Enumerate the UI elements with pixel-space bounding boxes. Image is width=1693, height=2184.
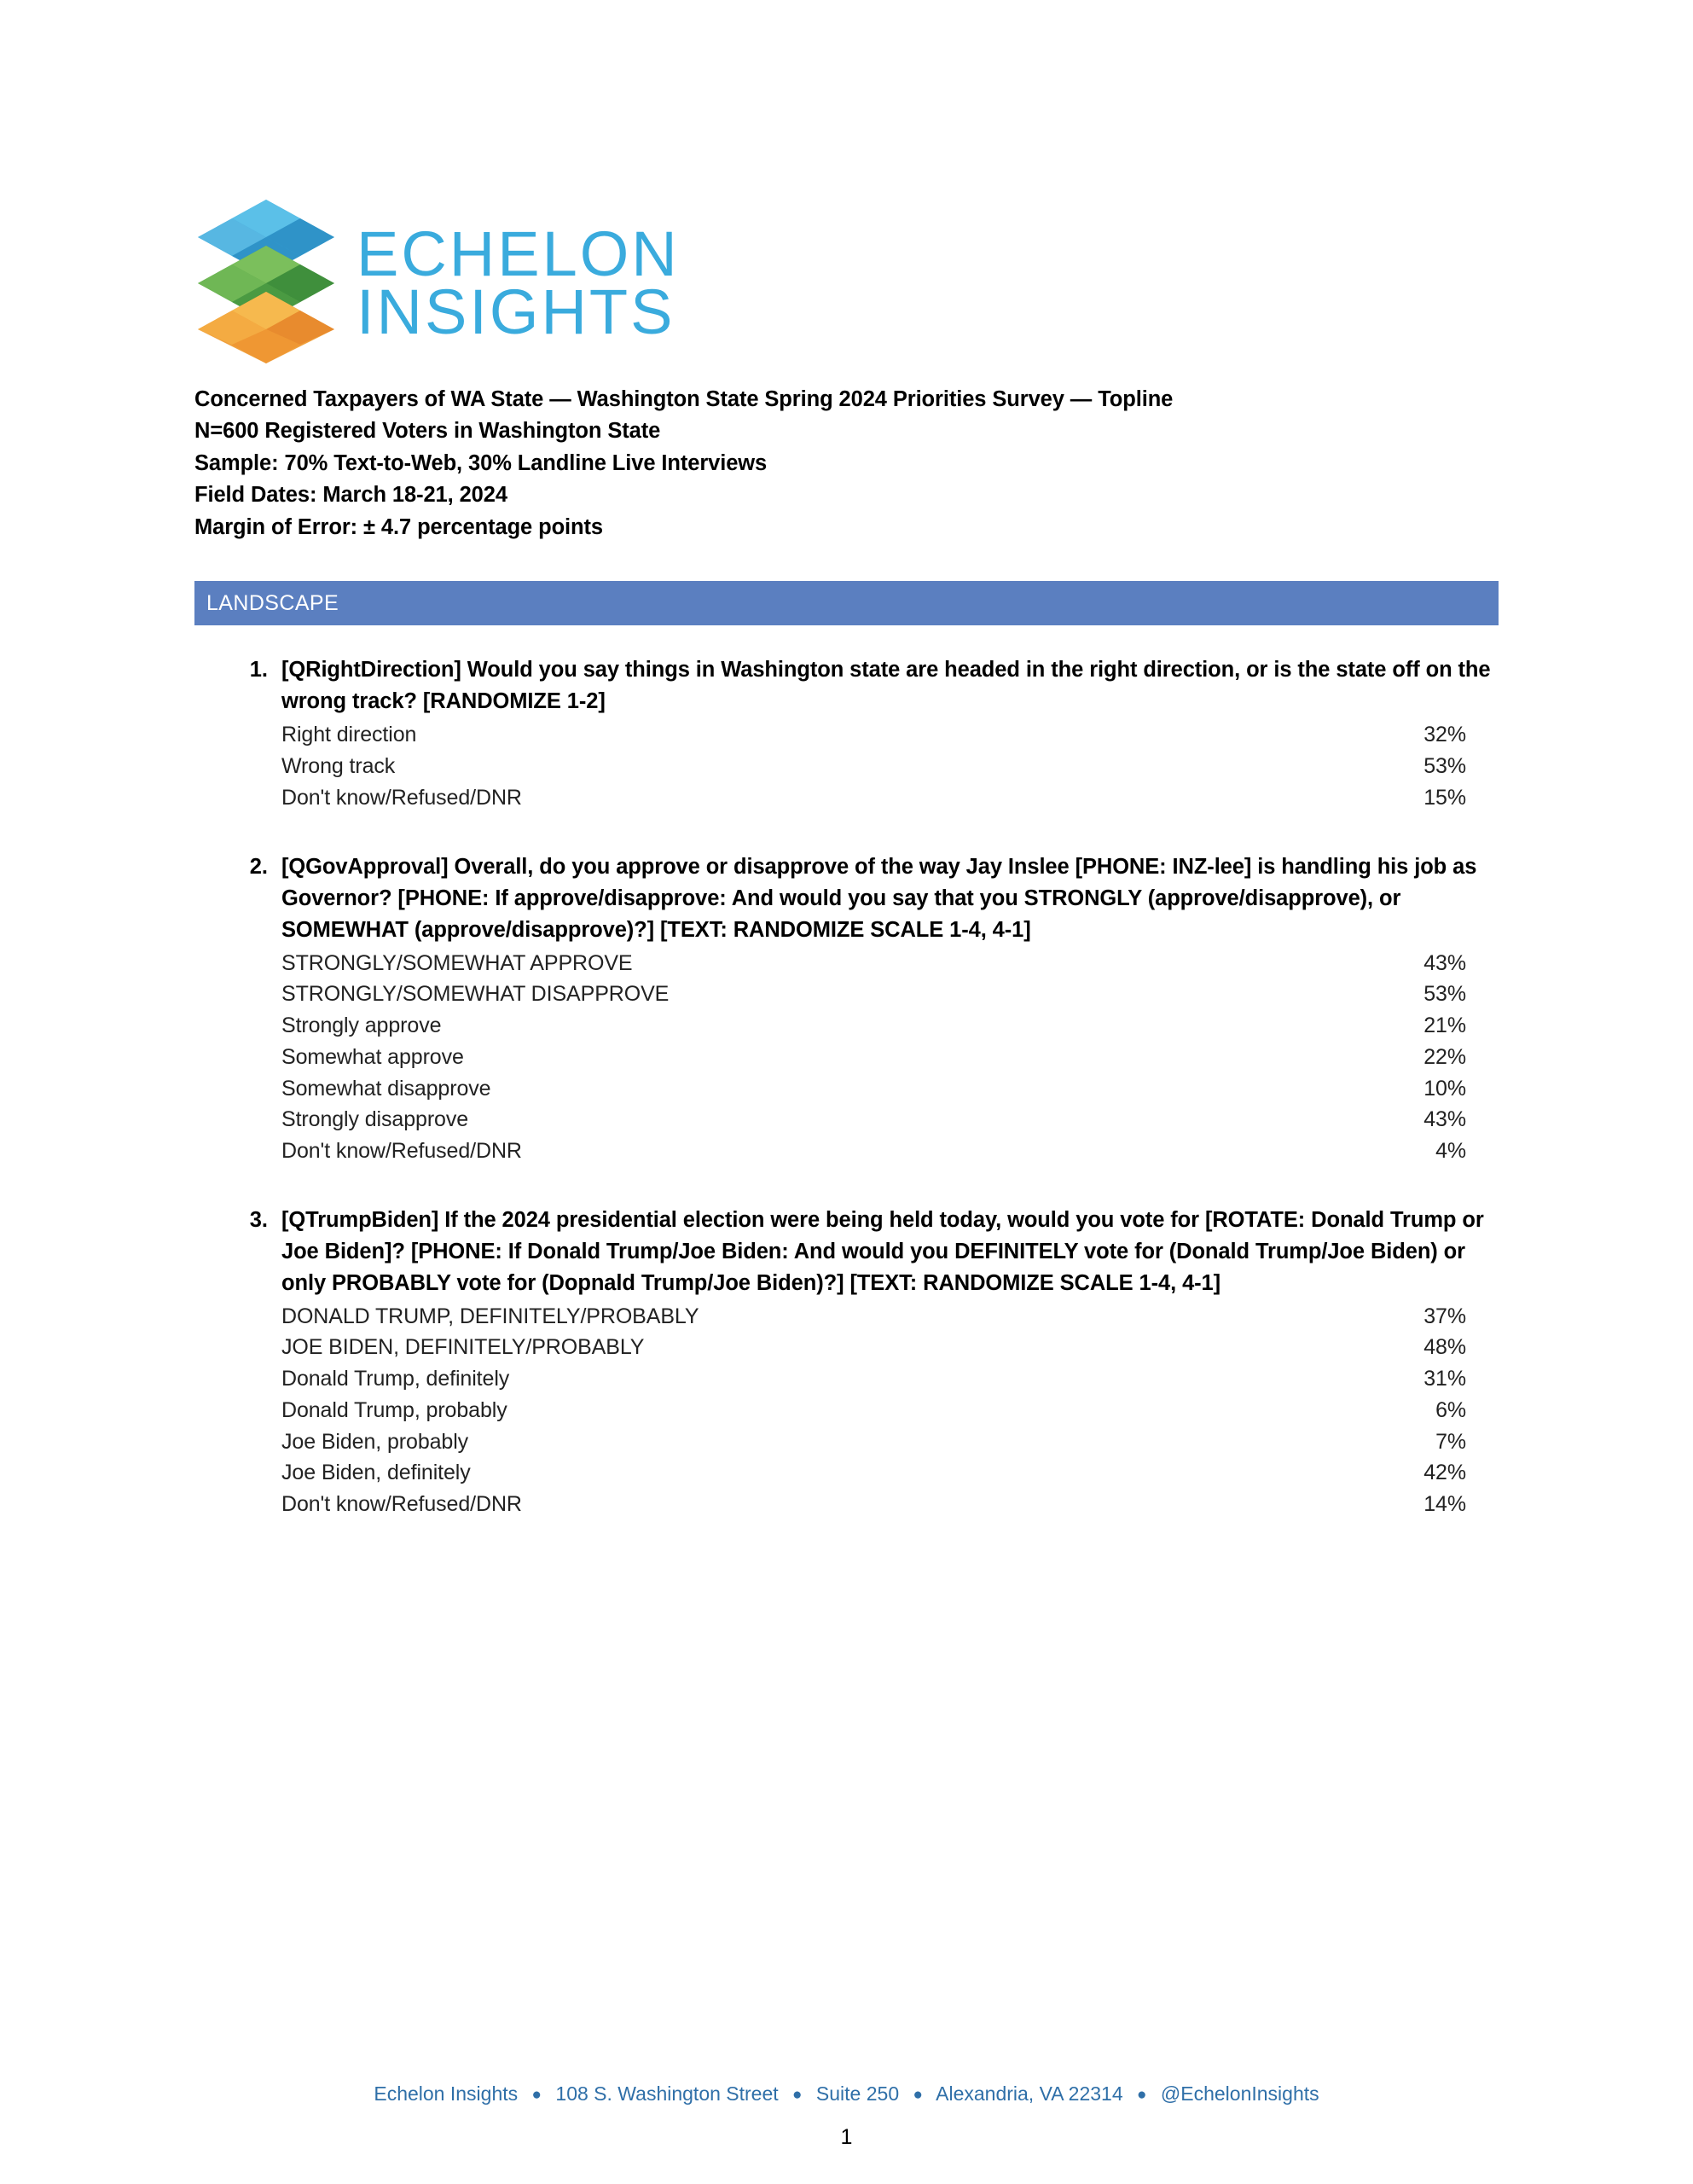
sample-method: Sample: 70% Text-to-Web, 30% Landline Live Interviews — [194, 450, 768, 475]
response-label: Wrong track — [281, 754, 396, 779]
logo-wordmark-line1: ECHELON — [357, 218, 680, 289]
table-row — [281, 1010, 1499, 1042]
footer-separator-dot-icon: ● — [792, 2085, 803, 2104]
response-label: JOE BIDEN, DEFINITELY/PROBABLY — [281, 1335, 645, 1360]
table-row — [281, 1489, 1499, 1520]
response-label: STRONGLY/SOMEWHAT DISAPPROVE — [281, 982, 670, 1007]
footer-separator-dot-icon: ● — [531, 2085, 542, 2104]
response-value: 32% — [1423, 723, 1466, 747]
response-label: Don't know/Refused/DNR — [281, 785, 522, 810]
response-label: Joe Biden, definitely — [281, 1461, 471, 1485]
response-value: 6% — [1435, 1397, 1466, 1422]
response-value: 21% — [1423, 1014, 1466, 1038]
field-dates: Field Dates: March 18-21, 2024 — [194, 483, 507, 508]
footer-separator-dot-icon: ● — [1137, 2085, 1147, 2104]
response-value: 14% — [1423, 1492, 1466, 1517]
question-item — [234, 851, 1499, 1167]
table-row — [281, 1426, 1499, 1458]
response-label: Somewhat disapprove — [281, 1076, 491, 1101]
table-row — [281, 719, 1499, 751]
response-label: Joe Biden, probably — [281, 1429, 469, 1454]
response-value: 22% — [1423, 1044, 1466, 1069]
response-value: 10% — [1423, 1076, 1466, 1101]
question-list — [194, 654, 1499, 1520]
response-value: 4% — [1435, 1139, 1466, 1164]
logo-wordmark-line2: INSIGHTS — [357, 276, 675, 347]
footer-street: 108 S. Washington Street — [555, 2082, 779, 2105]
response-table — [281, 1301, 1499, 1520]
question-item — [234, 1205, 1499, 1520]
response-label: STRONGLY/SOMEWHAT APPROVE — [281, 950, 633, 975]
response-table — [281, 948, 1499, 1167]
response-label: Strongly approve — [281, 1014, 442, 1038]
footer-suite: Suite 250 — [815, 2082, 900, 2105]
response-value: 43% — [1423, 1107, 1466, 1132]
response-value: 15% — [1423, 785, 1466, 810]
document-header-meta — [194, 384, 1499, 543]
response-value: 37% — [1423, 1304, 1466, 1328]
footer-separator-dot-icon: ● — [913, 2085, 923, 2104]
question-number: 2. — [249, 854, 268, 879]
response-label: Strongly disapprove — [281, 1107, 469, 1132]
table-row — [281, 1363, 1499, 1395]
table-row — [281, 1136, 1499, 1167]
hexagon-cube-logo-icon — [194, 198, 338, 365]
response-value: 42% — [1423, 1461, 1466, 1485]
table-row — [281, 979, 1499, 1010]
question-text: [QRightDirection] Would you say things in Washington state are headed in the right direction, or is the state off on the wrong track? [RANDOMIZE 1-2] — [281, 658, 1491, 714]
response-label: Don't know/Refused/DNR — [281, 1492, 522, 1517]
response-value: 53% — [1423, 754, 1466, 779]
table-row — [281, 782, 1499, 814]
question-text: [QTrumpBiden] If the 2024 presidential election were being held today, would you vote for [ROTATE: Donald Trump or Joe Biden]? [PHONE: If Donald Trump/Joe Biden: And would you DEFINITELY vote for (Donald Trump/Joe Biden) or only PROBABLY vote for (Dopnald Trump/Joe Biden)?] [TEXT: RANDOMIZE SCALE 1-4, 4-1] — [281, 1207, 1484, 1295]
question-text: [QGovApproval] Overall, do you approve or disapprove of the way Jay Inslee [PHONE: INZ-lee] is handling his job as Governor? [PHONE: If approve/disapprove: And would you say that you STRONGLY (approve/disapprove), or SOMEWHAT (approve/disapprove)?] [TEXT: RANDOMIZE SCALE 1-4, 4-1] — [281, 854, 1477, 942]
section-header-landscape: LANDSCAPE — [194, 581, 1499, 625]
brand-logo — [194, 0, 1499, 365]
page-title: Concerned Taxpayers of WA State — Washington State Spring 2024 Priorities Survey — Topline — [194, 387, 1174, 411]
margin-of-error: Margin of Error: ± 4.7 percentage points — [194, 514, 603, 539]
response-value: 7% — [1435, 1429, 1466, 1454]
table-row — [281, 1073, 1499, 1105]
page-number: 1 — [840, 2125, 853, 2149]
response-value: 53% — [1423, 982, 1466, 1007]
response-label: Donald Trump, definitely — [281, 1367, 510, 1391]
table-row — [281, 1301, 1499, 1333]
response-label: Somewhat approve — [281, 1044, 464, 1069]
response-value: 48% — [1423, 1335, 1466, 1360]
response-value: 31% — [1423, 1367, 1466, 1391]
question-item — [234, 654, 1499, 813]
response-label: Right direction — [281, 723, 417, 747]
table-row — [281, 1042, 1499, 1073]
sample-size: N=600 Registered Voters in Washington State — [194, 419, 661, 444]
table-row — [281, 751, 1499, 782]
response-value: 43% — [1423, 950, 1466, 975]
page-footer — [0, 2082, 1693, 2106]
table-row — [281, 1332, 1499, 1363]
footer-social-handle: @EchelonInsights — [1160, 2082, 1319, 2105]
question-number: 1. — [249, 658, 268, 682]
table-row — [281, 1395, 1499, 1426]
response-label: Donald Trump, probably — [281, 1397, 507, 1422]
response-table — [281, 719, 1499, 813]
footer-city: Alexandria, VA 22314 — [936, 2082, 1123, 2105]
table-row — [281, 948, 1499, 979]
table-row — [281, 1457, 1499, 1489]
footer-company: Echelon Insights — [374, 2082, 519, 2105]
response-label: DONALD TRUMP, DEFINITELY/PROBABLY — [281, 1304, 699, 1328]
table-row — [281, 1104, 1499, 1136]
question-number: 3. — [249, 1207, 268, 1232]
response-label: Don't know/Refused/DNR — [281, 1139, 522, 1164]
